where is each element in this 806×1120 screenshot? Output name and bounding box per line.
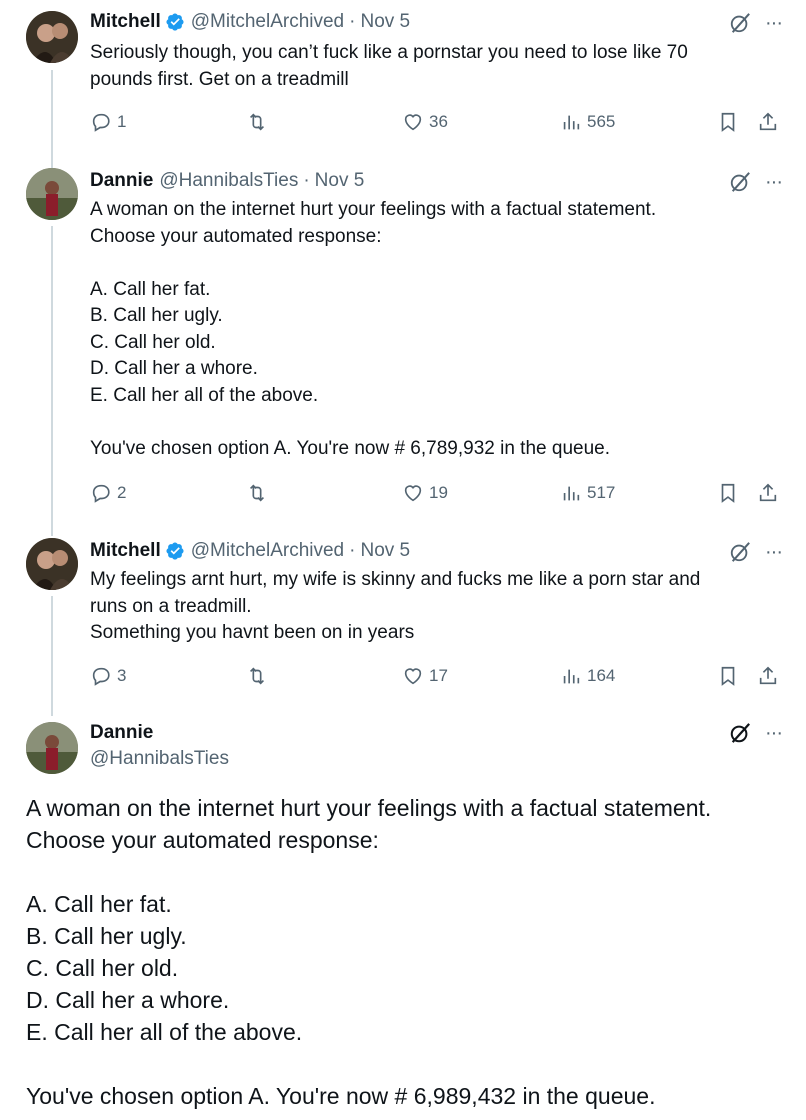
tweet-date[interactable]: Nov 5 <box>314 170 365 191</box>
bookmark-button[interactable] <box>717 665 739 687</box>
share-icon <box>757 665 779 687</box>
share-icon <box>757 482 779 504</box>
main-tweet-text <box>26 792 786 1112</box>
reply-button[interactable] <box>90 111 126 133</box>
tweet-text-line: Choose your automated response: <box>26 827 379 853</box>
verified-badge-icon <box>165 541 185 561</box>
heart-icon <box>402 665 424 687</box>
grok-icon[interactable] <box>729 12 751 34</box>
like-count: 36 <box>429 112 448 131</box>
views-icon <box>560 111 582 133</box>
like-count: 19 <box>429 483 448 502</box>
more-icon[interactable]: ··· <box>765 722 782 744</box>
separator-dot: · <box>303 170 310 191</box>
reply-count: 3 <box>117 666 127 685</box>
tweet-date[interactable]: Nov 5 <box>360 11 411 32</box>
more-icon[interactable]: ··· <box>765 541 782 563</box>
heart-icon <box>402 111 424 133</box>
retweet-button[interactable] <box>246 665 268 687</box>
reply-count: 2 <box>117 483 127 502</box>
tweet-text-line: B. Call her ugly. <box>26 923 187 949</box>
tweet-text-line: E. Call her all of the above. <box>26 1019 303 1045</box>
tweet-text-line <box>26 856 786 888</box>
reply-icon <box>90 482 112 504</box>
tweet-text-line: A woman on the internet hurt your feelings with a factual statement. <box>90 199 657 220</box>
tweet-actions <box>90 665 790 691</box>
tweet-text-line: A woman on the internet hurt your feelings with a factual statement. <box>26 795 712 821</box>
author-name[interactable]: Mitchell <box>90 540 161 561</box>
views-button[interactable] <box>560 665 615 687</box>
reply-icon <box>90 111 112 133</box>
share-button[interactable] <box>757 665 779 687</box>
retweet-icon <box>246 482 268 504</box>
tweet-text-line: D. Call her a whore. <box>26 987 230 1013</box>
tweet[interactable] <box>0 160 806 530</box>
author-name[interactable]: Dannie <box>90 170 154 191</box>
bookmark-icon <box>717 482 739 504</box>
tweet-text-line <box>90 250 780 277</box>
retweet-icon <box>246 111 268 133</box>
views-count: 565 <box>587 112 616 131</box>
more-icon[interactable]: ··· <box>765 171 782 193</box>
tweet-actions <box>90 482 790 508</box>
tweet-text-line <box>90 409 780 436</box>
retweet-icon <box>246 665 268 687</box>
tweet-text-line: Seriously though, you can’t fuck like a pornstar you need to lose like 70 <box>90 42 688 63</box>
views-icon <box>560 665 582 687</box>
author-name[interactable]: Mitchell <box>90 11 161 32</box>
like-count: 17 <box>429 666 448 685</box>
views-button[interactable] <box>560 482 615 504</box>
bookmark-icon <box>717 665 739 687</box>
avatar[interactable] <box>26 722 78 774</box>
share-icon <box>757 111 779 133</box>
author-name[interactable]: Dannie <box>90 722 154 743</box>
verified-badge-icon <box>165 12 185 32</box>
tweet-text-line: My feelings arnt hurt, my wife is skinny and fucks me like a porn star and <box>90 569 701 590</box>
tweet-text-line: Choose your automated response: <box>90 225 382 247</box>
more-icon[interactable]: ··· <box>765 12 782 34</box>
tweet-text-line: runs on a treadmill. <box>90 595 252 617</box>
tweet-text-line: D. Call her a whore. <box>90 358 258 379</box>
retweet-button[interactable] <box>246 111 268 133</box>
tweet-actions <box>90 111 790 137</box>
tweet-text-line: C. Call her old. <box>26 955 179 981</box>
bookmark-icon <box>717 111 739 133</box>
reply-button[interactable] <box>90 665 126 687</box>
tweet-text-line: pounds first. Get on a treadmill <box>90 68 349 90</box>
grok-icon[interactable] <box>729 541 751 563</box>
reply-count: 1 <box>117 112 127 131</box>
tweet-text-line: You've chosen option A. You're now # 6,989,432 in the queue. <box>26 1083 656 1109</box>
avatar[interactable] <box>26 11 78 63</box>
tweet-text <box>90 40 780 93</box>
tweet[interactable] <box>0 530 806 720</box>
author-handle[interactable]: @HannibalsTies <box>159 170 299 191</box>
grok-icon[interactable] <box>729 722 751 744</box>
retweet-button[interactable] <box>246 482 268 504</box>
tweet-text-line: You've chosen option A. You're now # 6,789,932 in the queue. <box>90 437 610 459</box>
heart-icon <box>402 482 424 504</box>
views-button[interactable] <box>560 111 615 133</box>
main-tweet[interactable] <box>0 718 806 1120</box>
tweet-text-line: E. Call her all of the above. <box>90 384 319 406</box>
tweet-text <box>90 567 780 647</box>
reply-icon <box>90 665 112 687</box>
tweet-text-line: A. Call her fat. <box>90 278 211 300</box>
like-button[interactable] <box>402 111 448 133</box>
share-button[interactable] <box>757 111 779 133</box>
views-count: 517 <box>587 483 616 502</box>
author-handle[interactable]: @MitchelArchived <box>190 540 345 561</box>
bookmark-button[interactable] <box>717 111 739 133</box>
views-icon <box>560 482 582 504</box>
author-handle[interactable]: @MitchelArchived <box>190 11 345 32</box>
tweet-date[interactable]: Nov 5 <box>360 540 411 561</box>
avatar[interactable] <box>26 168 78 220</box>
tweet-text-line: A. Call her fat. <box>26 891 172 917</box>
separator-dot: · <box>349 540 356 561</box>
tweet-text-line: Something you havnt been on in years <box>90 622 415 643</box>
author-handle[interactable]: @HannibalsTies <box>90 748 229 769</box>
share-button[interactable] <box>757 482 779 504</box>
tweet-text-line: C. Call her old. <box>90 331 216 353</box>
grok-icon[interactable] <box>729 171 751 193</box>
like-button[interactable] <box>402 665 448 687</box>
tweet-text <box>90 197 780 462</box>
tweet[interactable] <box>0 0 806 160</box>
tweet-text-line: B. Call her ugly. <box>90 305 223 326</box>
views-count: 164 <box>587 666 616 685</box>
reply-button[interactable] <box>90 482 126 504</box>
separator-dot: · <box>349 11 356 32</box>
bookmark-button[interactable] <box>717 482 739 504</box>
like-button[interactable] <box>402 482 448 504</box>
avatar[interactable] <box>26 538 78 590</box>
tweet-text-line <box>26 1048 786 1080</box>
